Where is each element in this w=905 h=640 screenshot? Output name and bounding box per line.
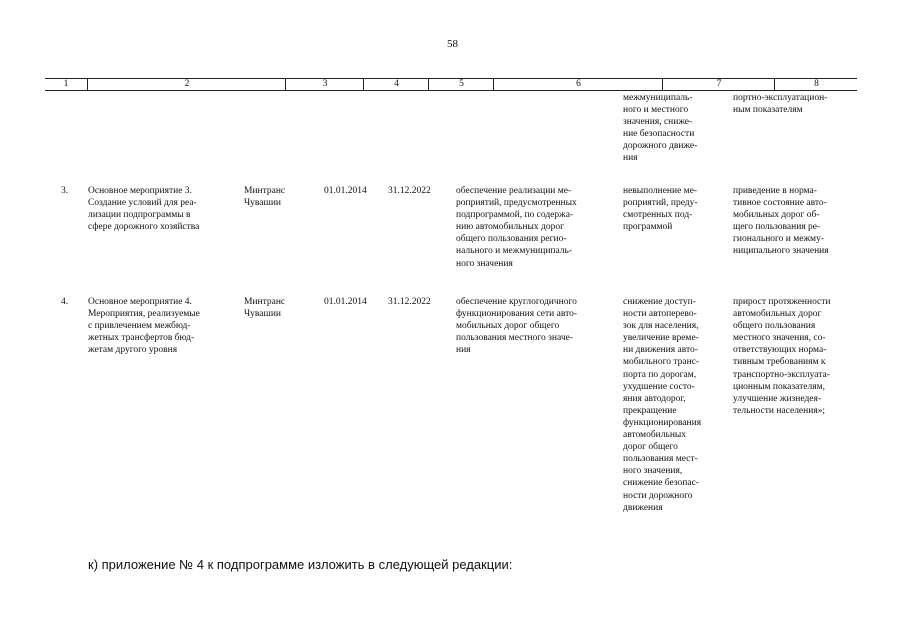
row-4-link: прирост протяженности автомобильных дорог общего пользования местного значения, со- ответствующих норма- тивным требованиям к транспортно-эксплуата- ционным показателям, улучшение жизнедея- тельности населения»; [733, 297, 831, 416]
row-3-executor: Минтранс Чувашии [244, 186, 286, 209]
table-header-row [45, 78, 857, 91]
row-3-result: обеспечение реализации ме- роприятий, предусмотренных подпрограммой, по содержа- нию автомобильных дорог общего пользования регио- нального и межмуниципаль- ного значения [456, 186, 577, 269]
row-3-start-date: 01.01.2014 [324, 186, 367, 196]
header-col-2: 2 [87, 79, 286, 90]
row-3-end-date: 31.12.2022 [388, 186, 431, 196]
row-4-result: обеспечение круглогодичного функционирования сети авто- мобильных дорог общего пользования местного значе- ния [456, 297, 578, 356]
header-col-7: 7 [662, 79, 775, 90]
row-3-name: Основное мероприятие 3. Создание условий для реа- лизации подпрограммы в сфере дорожного хозяйства [88, 186, 200, 233]
row-3-link: приведение в норма- тивное состояние авто- мобильных дорог об- щего пользования ре- гионального и межму- ниципального значения [733, 186, 829, 257]
row-3-consequences: невыполнение ме- роприятий, преду- смотренных под- программой [623, 186, 698, 233]
row-4-number: 4. [61, 297, 69, 307]
header-col-4: 4 [363, 79, 429, 90]
row-4-executor: Минтранс Чувашии [244, 297, 286, 320]
page-number: 58 [447, 38, 458, 50]
header-col-6: 6 [493, 79, 663, 90]
row-3-number: 3. [61, 186, 69, 196]
continuation-link: портно-эксплуатацион- ным показателям [733, 93, 828, 116]
row-4-name: Основное мероприятие 4. Мероприятия, реализуемые с привлечением межбюд- жетных трансфертов бюд- жетам другого уровня [88, 297, 200, 356]
row-4-end-date: 31.12.2022 [388, 297, 431, 307]
footer-instruction: к) приложение № 4 к подпрограмме изложить в следующей редакции: [88, 557, 513, 572]
row-4-consequences: снижение доступ- ности автоперево- зок для населения, увеличение време- ни движения авто- мобильного транс- порта по дорогам, ухудшение состо- яния автодорог, прекращение функционирования автомобильных дорог общего пользования мест- ного значения, снижение безопас- ности дорожного движения [623, 297, 702, 513]
continuation-consequences: межмуниципаль- ного и местного значения, сниже- ние безопасности дорожного движе- ния [623, 93, 698, 164]
header-col-3: 3 [285, 79, 364, 90]
row-4-start-date: 01.01.2014 [324, 297, 367, 307]
header-col-1: 1 [63, 79, 69, 89]
header-col-5: 5 [428, 79, 494, 90]
header-col-8: 8 [774, 79, 858, 90]
